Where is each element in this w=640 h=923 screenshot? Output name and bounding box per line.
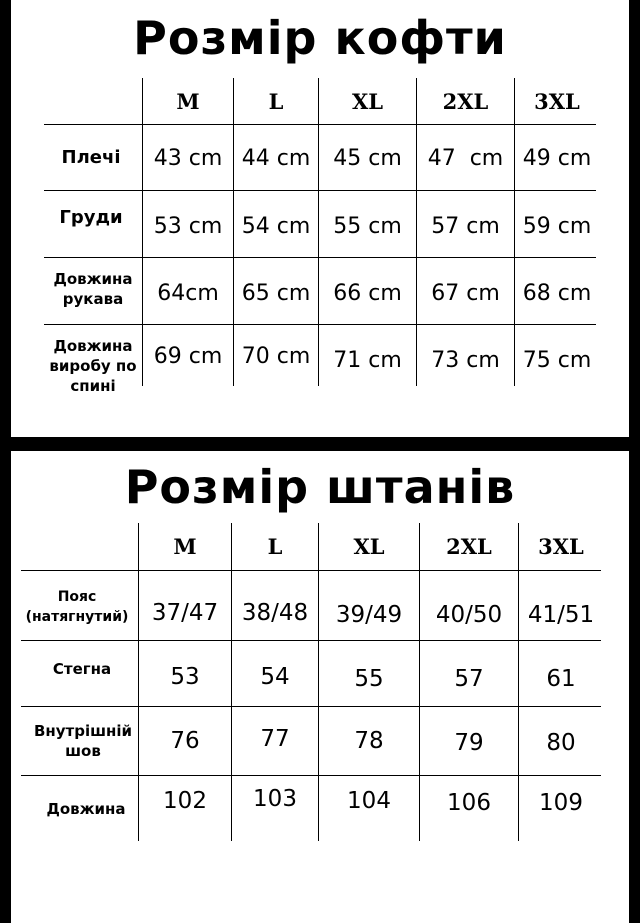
size-header-3xl: 3XL [538,534,584,559]
value-cell: 53 [170,664,200,690]
value-cell: 57 cm [431,213,500,239]
size-header-l: L [268,88,284,114]
value-cell: 67 cm [431,280,500,306]
value-cell: 53 cm [153,213,223,239]
value-cell: 66 cm [333,280,402,306]
value-cell: 80 [546,730,576,756]
value-cell: 49 cm [522,145,592,171]
row-label-waist: Пояс (натягнутий) [25,589,129,625]
row-label-hips: Стегна [52,660,112,678]
value-cell: 70 cm [241,343,311,369]
value-cell: 68 cm [522,280,592,306]
value-cell: 43 cm [153,145,223,171]
size-header-m: M [173,534,197,559]
size-header-3xl: 3XL [534,88,580,114]
value-cell: 47 cm [427,145,504,171]
value-cell: 57 [454,666,484,692]
value-cell: 77 [260,726,290,752]
size-header-m: M [176,88,200,114]
value-cell: 65 cm [241,280,311,306]
value-cell: 69 cm [153,343,223,369]
grid-line [44,124,596,125]
value-cell: 54 cm [241,213,311,239]
value-cell: 73 cm [431,347,500,373]
value-cell: 75 cm [522,347,592,373]
row-label-inseam: Внутрішній шов [33,722,133,760]
value-cell: 45 cm [333,145,402,171]
row-label-shoulders: Плечі [61,147,121,168]
size-header-l: L [267,534,283,559]
value-cell: 55 [354,666,384,692]
value-cell: 79 [454,730,484,756]
value-cell: 64cm [157,280,219,306]
size-header-2xl: 2XL [442,88,489,114]
pants-size-panel [11,451,629,923]
value-cell: 109 [539,790,583,816]
shirt-size-panel [11,0,629,437]
value-cell: 103 [253,786,297,812]
value-cell: 38/48 [241,600,309,626]
value-cell: 61 [546,666,576,692]
value-cell: 104 [347,788,391,814]
row-label-sleeve-length: Довжина рукава [53,270,133,308]
value-cell: 78 [354,728,384,754]
value-cell: 55 cm [333,213,402,239]
row-label-chest: Груди [59,207,123,228]
size-header-xl: XL [353,534,385,559]
shirt-size-title: Розмір кофти [133,11,507,65]
value-cell: 76 [170,728,200,754]
size-header-xl: XL [351,88,384,114]
value-cell: 41/51 [527,602,595,628]
grid-line [21,570,601,571]
size-header-2xl: 2XL [446,534,492,559]
row-label-length: Довжина [46,800,126,818]
value-cell: 54 [260,664,290,690]
value-cell: 39/49 [335,602,403,628]
value-cell: 59 cm [522,213,592,239]
value-cell: 37/47 [151,600,219,626]
pants-size-title: Розмір штанів [124,460,516,514]
value-cell: 102 [163,788,207,814]
value-cell: 44 cm [241,145,311,171]
value-cell: 106 [447,790,491,816]
value-cell: 71 cm [333,347,402,373]
row-label-back-length: Довжина виробу по спині [49,337,137,395]
value-cell: 40/50 [435,602,503,628]
grid-line [44,324,596,325]
